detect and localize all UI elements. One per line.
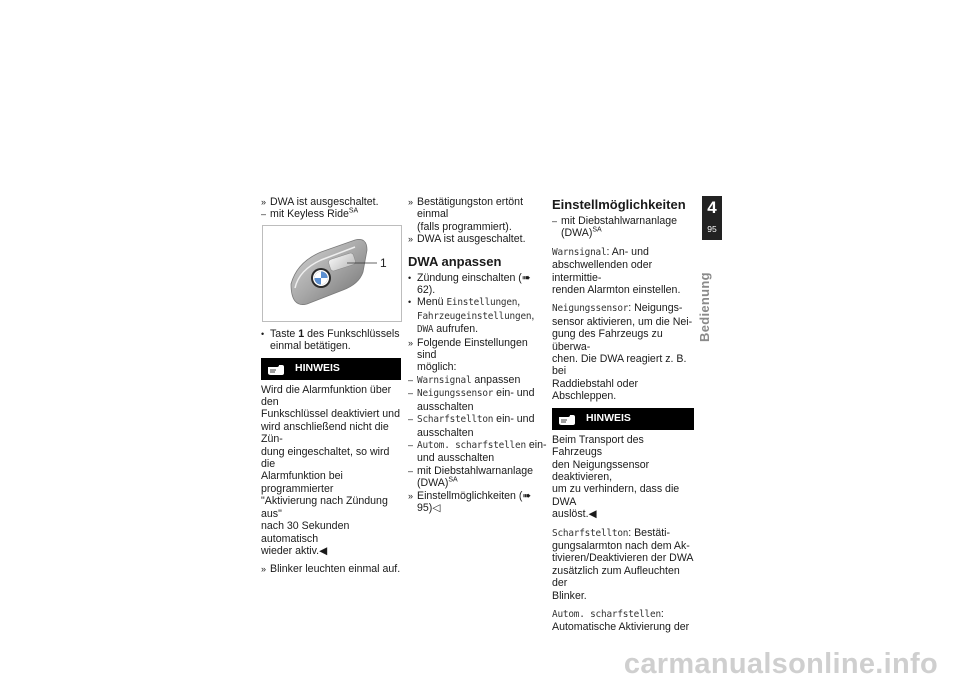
pointing-hand-icon <box>558 412 576 426</box>
option-item: – Neigungssensor ein- und ausschalten <box>408 387 535 413</box>
pointing-hand-icon <box>267 362 285 376</box>
note-header <box>552 408 694 430</box>
bullet-marker: • <box>408 297 412 308</box>
option-item: – Scharfstellton ein- und ausschalten <box>408 413 535 439</box>
page-reference[interactable]: 62). <box>417 284 436 297</box>
column-2 <box>408 196 548 514</box>
option-item: – Warnsignal anpassen <box>408 373 521 386</box>
result-marker: » <box>408 337 414 348</box>
chapter-tab <box>702 196 722 240</box>
setting-description: Warnsignal: An- und abschwellenden oder intermittie- renden Alarmton einstellen. <box>552 245 681 297</box>
dash-marker: – <box>408 374 414 385</box>
action-step: • Menü Einstellungen, Fahrzeugeinstellungen, DWA aufrufen. <box>408 296 535 336</box>
result-marker: » <box>408 490 414 501</box>
section-heading: DWA anpassen <box>408 253 502 269</box>
result-line: » DWA ist ausgeschaltet. <box>261 196 379 208</box>
column-1 <box>261 196 401 576</box>
dash-marker: – <box>408 439 414 450</box>
dash-marker: – <box>552 216 558 226</box>
note-text: Wird die Alarmfunktion über den Funkschlüssel deaktiviert und wird anschließend nicht die Zün- dung eingeschaltet, so wird die Alarmfunktion bei programmierter "Aktivierung nach Zündung aus" nach 30 Sekunden automatisch wieder aktiv.◀ <box>261 383 400 557</box>
bullet-marker: • <box>261 328 265 339</box>
end-mark-icon: ◀ <box>588 508 597 521</box>
column-3 <box>552 196 694 634</box>
action-step: • Taste 1 des Funkschlüssels einmal betätigen. <box>261 327 400 353</box>
key-fob-figure <box>262 225 402 322</box>
page-reference-arrow-icon: ➠ <box>521 271 531 284</box>
result-line: » Folgende Einstellungen sind möglich: <box>408 336 528 374</box>
watermark: carmanualsonline.info <box>623 647 938 680</box>
result-marker: » <box>408 197 414 207</box>
end-mark-icon: ◀ <box>319 544 328 557</box>
bullet-marker: • <box>408 272 412 283</box>
result-line: » Einstellmöglichkeiten (➠ 95)◁ <box>408 489 532 514</box>
key-fob-illustration <box>263 226 401 321</box>
chapter-number: 4 <box>707 198 717 217</box>
figure-callout-label: 1 <box>380 255 387 270</box>
end-mark-outline-icon: ◁ <box>432 501 441 514</box>
condition-line: – mit Diebstahlwarnanlage (DWA)$^{SA}$ <box>408 464 534 490</box>
action-step: • Zündung einschalten (➠ 62). <box>408 271 531 297</box>
setting-description: Neigungssensor: Neigungs- sensor aktivieren, um die Nei- gung des Fahrzeugs zu überwa- chen. Die DWA reagiert z. B. bei Raddiebstahl oder Abschleppen. <box>552 302 693 403</box>
result-marker: » <box>261 197 267 207</box>
result-line: » DWA ist ausgeschaltet. <box>408 233 526 246</box>
result-marker: » <box>261 564 267 575</box>
note-label: HINWEIS <box>295 362 340 375</box>
condition-line: – mit Keyless Ride$^{SA}$ <box>261 207 359 221</box>
note-label: HINWEIS <box>586 412 631 425</box>
note-text: Beim Transport des Fahrzeugs den Neigungssensor deaktivieren, um zu verhindern, dass die DWA auslöst.◀ <box>552 433 680 521</box>
dash-marker: – <box>408 388 414 399</box>
page-reference-arrow-icon: ➠ <box>522 489 532 502</box>
setting-description: Autom. scharfstellen: Automatische Aktivierung der <box>552 607 690 634</box>
dash-marker: – <box>261 209 267 220</box>
result-marker: » <box>408 234 414 245</box>
setting-description: Scharfstellton: Bestäti- gungsalarmton nach dem Ak- tivieren/Deaktivieren der DWA zusätzlich zum Aufleuchten der Blinker. <box>552 526 694 602</box>
dash-marker: – <box>408 414 414 425</box>
result-line: » Bestätigungston ertönt einmal (falls programmiert). <box>408 196 524 233</box>
condition-line: – mit Diebstahlwarnanlage (DWA)$^{SA}$ <box>552 215 678 240</box>
page-reference[interactable]: 95) <box>417 501 433 514</box>
result-line: » Blinker leuchten einmal auf. <box>261 563 401 576</box>
section-label: Bedienung <box>697 272 712 342</box>
note-header <box>261 358 401 380</box>
dash-marker: – <box>408 465 414 476</box>
option-item: – Autom. scharfstellen ein- und ausschalten <box>408 438 547 465</box>
section-heading: Einstellmöglichkeiten <box>552 197 686 212</box>
page-number: 95 <box>707 224 717 234</box>
